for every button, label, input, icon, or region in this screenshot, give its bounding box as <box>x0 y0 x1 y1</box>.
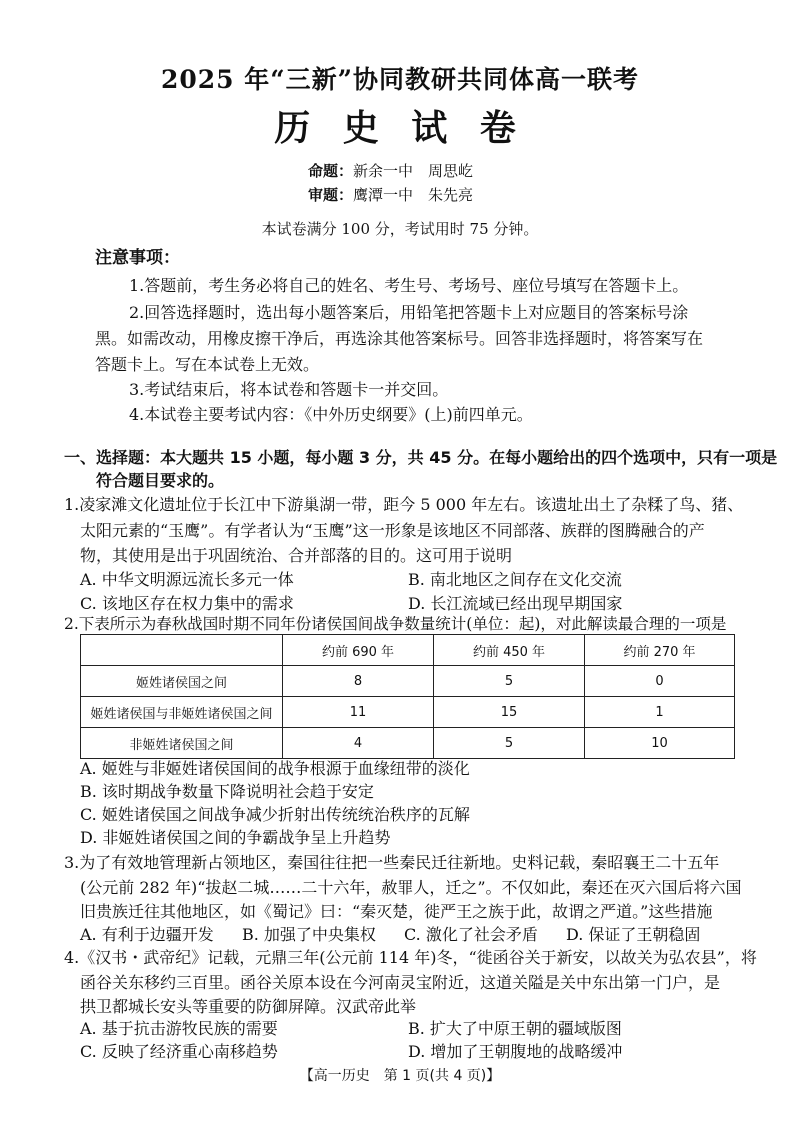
q3-option-c: C. 激化了社会矛盾 <box>404 925 538 944</box>
war-statistics-table <box>80 634 735 759</box>
table-header-row <box>81 635 735 666</box>
page-footer: 【高一历史 第 1 页(共 4 页)】 <box>299 1068 501 1084</box>
subject-title: 历 史 试 卷 <box>274 107 526 149</box>
table-header-cell: 约前 690 年 <box>283 635 434 666</box>
table-cell: 5 <box>434 728 585 759</box>
table-cell: 10 <box>585 728 735 759</box>
q4-option-a: A. 基于抗击游牧民族的需要 <box>80 1019 278 1038</box>
q3-option-a: A. 有利于边疆开发 <box>80 925 214 944</box>
notes-heading: 注意事项： <box>95 248 180 268</box>
table-cell: 1 <box>585 697 735 728</box>
q2-option-c: C. 姬姓诸侯国之间战争减少折射出传统统治秩序的瓦解 <box>80 805 470 824</box>
table-cell: 8 <box>283 666 434 697</box>
q4-stem-line: 4.《汉书・武帝纪》记载，元鼎三年(公元前 114 年)冬，“徙函谷关于新安，以故关为弘农县”，将 <box>64 948 757 967</box>
note-line: 1.答题前，考生务必将自己的姓名、考生号、考场号、座位号填写在答题卡上。 <box>129 276 689 295</box>
q3-stem-line: (公元前 282 年)“拔赵二城……二十六年，赦罪人，迁之”。不仅如此，秦还在灭六国后将六国 <box>80 878 742 897</box>
reviewer-value: 鹰潭一中 朱先亮 <box>353 186 474 204</box>
q1-option-a: A. 中华文明源远流长多元一体 <box>80 570 294 589</box>
table-cell: 姬姓诸侯国之间 <box>81 666 283 697</box>
q3-option-d: D. 保证了王朝稳固 <box>566 925 701 944</box>
q3-option-b: B. 加强了中央集权 <box>242 925 376 944</box>
q1-option-d: D. 长江流域已经出现早期国家 <box>408 594 623 613</box>
table-header-cell: 约前 450 年 <box>434 635 585 666</box>
note-line: 答题卡上。写在本试卷上无效。 <box>95 355 320 374</box>
table-row <box>81 666 735 697</box>
exam-info: 本试卷满分 100 分，考试用时 75 分钟。 <box>261 220 539 238</box>
q2-option-b: B. 该时期战争数量下降说明社会趋于安定 <box>80 782 374 801</box>
table-cell: 非姬姓诸侯国之间 <box>81 728 283 759</box>
table-row <box>81 728 735 759</box>
table-cell: 0 <box>585 666 735 697</box>
q1-option-c: C. 该地区存在权力集中的需求 <box>80 594 294 613</box>
table-header-cell <box>81 635 283 666</box>
note-line: 3.考试结束后，将本试卷和答题卡一并交回。 <box>129 380 449 399</box>
q4-option-b: B. 扩大了中原王朝的疆域版图 <box>408 1019 622 1038</box>
q2-option-d: D. 非姬姓诸侯国之间的争霸战争呈上升趋势 <box>80 828 391 847</box>
q2-stem: 2.下表所示为春秋战国时期不同年份诸侯国间战争数量统计(单位：起)，对此解读最合理的一项是 <box>64 615 727 633</box>
table-cell: 5 <box>434 666 585 697</box>
table-cell: 15 <box>434 697 585 728</box>
section-heading-cont: 符合题目要求的。 <box>96 471 225 490</box>
table-cell: 4 <box>283 728 434 759</box>
setter-line <box>308 160 473 181</box>
exam-title: 2025 年“三新”协同教研共同体高一联考 <box>160 65 640 94</box>
table-cell: 11 <box>283 697 434 728</box>
note-line: 黑。如需改动，用橡皮擦干净后，再选涂其他答案标号。回答非选择题时，将答案写在 <box>95 329 704 348</box>
q1-stem-line: 1.凌家滩文化遗址位于长江中下游巢湖一带，距今 5 000 年左右。该遗址出土了杂糅了鸟、猪、 <box>64 495 744 514</box>
q4-option-c: C. 反映了经济重心南移趋势 <box>80 1042 278 1061</box>
q1-stem-line: 太阳元素的“玉鹰”。有学者认为“玉鹰”这一形象是该地区不同部落、族群的图腾融合的产 <box>80 521 705 540</box>
q4-stem-line: 拱卫都城长安头等重要的防御屏障。汉武帝此举 <box>80 997 417 1016</box>
q1-option-b: B. 南北地区之间存在文化交流 <box>408 570 622 589</box>
q3-stem-line: 旧贵族迁往其他地区，如《蜀记》曰：“秦灭楚，徙严王之族于此，故谓之严道。”这些措施 <box>80 902 713 921</box>
q1-stem-line: 物，其使用是出于巩固统治、合并部落的目的。这可用于说明 <box>80 546 513 565</box>
setter-label: 命题： <box>308 162 354 180</box>
setter-value: 新余一中 周思屹 <box>353 162 474 180</box>
reviewer-line <box>308 184 473 205</box>
note-line: 2.回答选择题时，选出每小题答案后，用铅笔把答题卡上对应题目的答案标号涂 <box>129 303 689 322</box>
q4-option-d: D. 增加了王朝腹地的战略缓冲 <box>408 1042 623 1061</box>
note-line: 4.本试卷主要考试内容：《中外历史纲要》(上)前四单元。 <box>129 405 533 424</box>
table-row <box>81 697 735 728</box>
reviewer-label: 审题： <box>308 186 354 204</box>
section-heading: 一、选择题：本大题共 15 小题，每小题 3 分，共 45 分。在每小题给出的四个选项中，只有一项是 <box>64 448 778 467</box>
q3-stem-line: 3.为了有效地管理新占领地区，秦国往往把一些秦民迁往新地。史料记载，秦昭襄王二十五年 <box>64 853 720 872</box>
q4-stem-line: 函谷关东移约三百里。函谷关原本设在今河南灵宝附近，这道关隘是关中东出第一门户，是 <box>80 973 721 992</box>
table-cell: 姬姓诸侯国与非姬姓诸侯国之间 <box>81 697 283 728</box>
table-header-cell: 约前 270 年 <box>585 635 735 666</box>
q2-option-a: A. 姬姓与非姬姓诸侯国间的战争根源于血缘纽带的淡化 <box>80 759 470 778</box>
